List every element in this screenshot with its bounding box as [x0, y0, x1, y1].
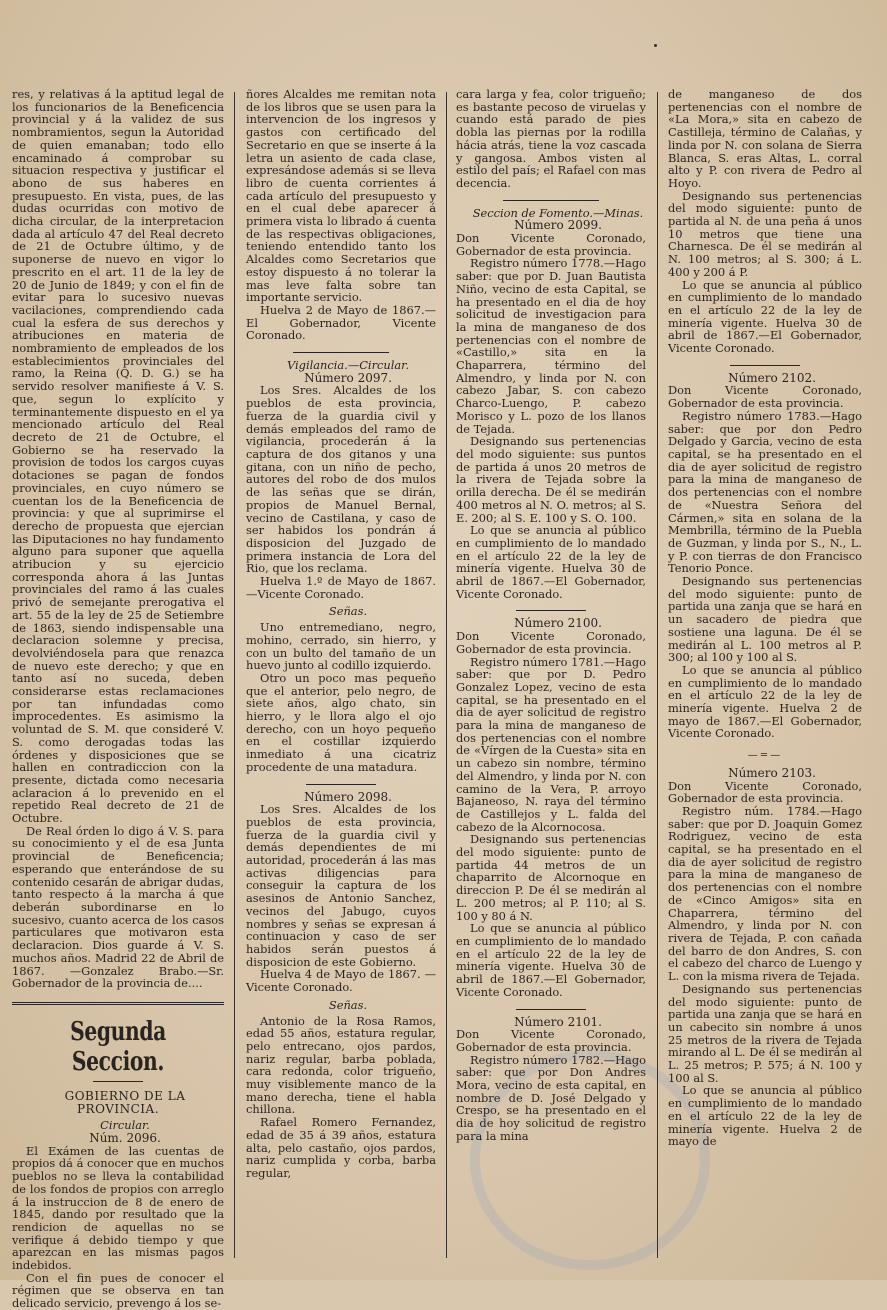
paragraph: Los Sres. Alcaldes de los pueblos de esta provincia, fuerza de la guardia civil y demás empleados del ramo de vigilancia, procederán á la captura de dos gitanos y una gitana, con un niño de pecho, autores del robo de dos mulos de las señas que se dirán, propios de Manuel Bernal, vecino de Castilana, y caso de ser habidos los pondrán á disposicion del Juzgado de primera instancia de Lora del Rio, que los reclama. — [246, 383, 436, 576]
paragraph: Designando sus pertenencias del modo siguiente: punto de partida 44 metros de un chaparrito de Alcornoque en direccion P. De él se medirán al L. 200 metros; al P. 110; al S. 100 y 80 á N. — [456, 832, 646, 923]
paragraph: Registro número 1781.—Hago saber: que por D. Pedro Gonzalez Lopez, vecino de esta capital, se ha presentado en el dia de ayer solicitud de registro para la mina de manganeso de dos pertenencias con el nombre de «Vírgen de la Cuesta» sita en un cabezo sin nombre, término del Almendro, y linda por N. con camino de la Vera, P. arroyo Bajaneoso, N. raya del término de Castillejos y L. falda del cabezo de la Alcornocosa. — [456, 654, 646, 834]
divider — [516, 1009, 586, 1010]
column-3 — [456, 88, 646, 1266]
paragraph: Don Vicente Coronado, Gobernador de esta provincia. — [456, 231, 646, 258]
section-heading: Vigilancia.—Circular. — [287, 358, 409, 373]
paragraph: Rafael Romero Fernandez, edad de 35 á 39 años, estatura alta, pelo castaño, ojos pardos, nariz cumplida y corba, barba regular, — [246, 1115, 436, 1180]
number-heading: Número 2098. — [304, 789, 392, 804]
paragraph: Los Sres. Alcaldes de los pueblos de esta provincia, fuerza de la guardia civil y demás dependientes de mi autoridad, procederán á las mas activas diligencias para conseguir la captura de los asesinos de Antonio Sanchez, vecinos del Jabugo, cuyos nombres y señas se expresan á continuacion y caso de ser habidos serán puestos á disposicion de este Gobierno. — [246, 802, 436, 969]
paragraph: de manganeso de dos pertenencias con el nombre de «La Mora,» sita en cabezo de Castilleja, término de Calañas, y linda por N. con solana de Sierra Blanca, S. eras Altas, L. corral alto y P. con rivera de Pedro al Hoyo. — [668, 87, 862, 190]
number-heading: Número 2103. — [728, 765, 816, 780]
paragraph: ñores Alcaldes me remitan nota de los libros que se usen para la intervencion de los ingresos y gastos con certificado del Secretario en que se inserte á la letra un asiento de cada clase, expresándose además si se lleva libro de cuenta corrientes á cada artículo del presupuesto y en el cual debe aparecer á primera vista lo librado á cuenta de las respectivas obligaciones, teniendo entendido tanto los Alcaldes como Secretarios que estoy dispuesto á no tolerar la mas leve falta sobre tan importante servicio. — [246, 87, 436, 305]
paragraph: Huelva 1.º de Mayo de 1867. —Vicente Coronado. — [246, 574, 436, 601]
senas-heading: Señas. — [328, 604, 368, 619]
paragraph: Designando sus pertenencias del modo siguiente: punto de partida al N. de una peña á unos 10 metros que tiene una Charnesca. De él se medirán al N. 100 metros; al S. 300; á L. 400 y 200 á P. — [668, 188, 862, 279]
paragraph: Lo que se anuncia al público en cumplimiento de lo mandado en el artículo 22 de la ley de minería vigente. Huelva 30 de abril de 1867.—El Gobernador, Vicente Coronado. — [668, 277, 862, 356]
paragraph: Registro número 1778.—Hago saber: que por D. Juan Bautista Niño, vecino de esta Capital, se ha presentado en el dia de hoy solicitud de investigacion para la mina de manganeso de dos pertenencias con el nombre de «Castillo,» sita en la Chaparrera, término del Almendro, y linda por N. con cabezo Jabar, S. con cabezo Charco-Luengo, P. cabezo Morisco y L. pozo de los llanos de Tejada. — [456, 256, 646, 436]
column-rule-3 — [657, 92, 658, 1258]
paragraph: cara larga y fea, color trigueño; es bastante pecoso de viruelas y cuando está parado de pies dobla las piernas por la rodilla hácia atrás, tiene la voz cascada y gangosa. Ambos visten al estilo del país; el Rafael con mas decencia. — [456, 87, 646, 190]
paragraph: Otro un poco mas pequeño que el anterior, pelo negro, de siete años, algo chato, sin hierro, y le llora algo el ojo derecho, con un hoyo pequeño en el costillar izquierdo inmediato á una cicatriz procedente de una matadura. — [246, 670, 436, 774]
paragraph: Lo que se anuncia al público en cumplimiento de lo mandado en el artículo 22 de la ley de minería vigente. Huelva 2 de mayo de — [668, 1083, 862, 1149]
number-heading: Número 2099. — [514, 218, 602, 233]
number-heading: Número 2100. — [514, 616, 602, 631]
number-heading: Número 2101. — [514, 1014, 602, 1029]
column-1 — [12, 87, 224, 1310]
paragraph: Designando sus pertenencias del modo siguiente: punto de partida una zanja que se hará en un sacadero de piedra que sostiene una laguna. De él se medirán al L. 100 metros al P. 300; al 100 y 100 al S. — [668, 574, 862, 665]
divider — [293, 352, 389, 353]
paragraph: Designando sus pertenencias del modo siguiente: punto de partida una zanja que se hará en un cabecito sin nombre á unos 25 metros de la rivera de Tejada mirando al L. De él se medirán al L. 25 metros; P. 575; á N. 100 y 100 al S. — [668, 981, 862, 1085]
column-2 — [246, 88, 436, 1266]
paragraph: Con el fin pues de conocer el régimen que se observa en tan delicado servicio, prevengo á los se- — [12, 1270, 224, 1310]
paragraph: Designando sus pertenencias del modo siguiente: sus puntos de partida á unos 20 metros de la rivera de Tejada sobre la orilla derecha. De él se medirán 400 metros al N. O. metros; al S. E. 200; al S. E. 100 y S. O. 100. — [456, 434, 646, 525]
divider — [503, 200, 599, 201]
section-heading: Seccion de Fomento.—Minas. — [472, 205, 644, 220]
ink-dot — [654, 44, 657, 47]
divider — [516, 610, 586, 611]
divider — [93, 1081, 143, 1082]
paragraph: Registro número 1783.—Hago saber: que por don Pedro Delgado y Garcia, vecino de esta capital, se ha presentado en el dia de ayer solicitud de registro para la mina de manganeso de dos pertenencias con el nombre de «Nuestra Señora del Cármen,» sita en solana de la Membrilla, término de la Puebla de Guzman, y linda por S., N., L. y P. con tierras de don Francisco Tenorio Ponce. — [668, 408, 862, 576]
paragraph: Lo que se anuncia al público en cumplimiento de lo mandado en el artículo 22 de la ley de minería vigente. Huelva 2 de mayo de 1867.—El Gobernador, Vicente Coronado. — [668, 662, 862, 741]
section-divider — [12, 1002, 224, 1005]
paragraph: Huelva 4 de Mayo de 1867. —Vicente Coronado. — [246, 967, 436, 995]
paragraph: Don Vicente Coronado, Gobernador de esta provincia. — [668, 383, 862, 411]
paragraph: Lo que se anuncia al público en cumplimiento de lo mandado en el artículo 22 de la ley de minería vigente. Huelva 30 de abril de 1867.—El Gobernador, Vicente Coronado. — [456, 921, 646, 999]
divider — [306, 784, 376, 785]
paragraph: Registro número 1782.—Hago saber: que por Don Andres Mora, vecino de esta capital, en nombre de D. José Delgado y Crespo, se ha presentado en el dia de hoy solicitud de registro para la mina — [456, 1052, 646, 1143]
paragraph: Don Vicente Coronado, Gobernador de esta provincia. — [668, 778, 862, 806]
paragraph: Registro núm. 1784.—Hago saber: que por D. Joaquin Gomez Rodriguez, vecino de esta capital, se ha presentado en el dia de ayer solicitud de registro para la mina de manganeso de dos pertenencias con el nombre de «Cinco Amigos» sita en Chaparrera, término del Almendro, y linda por N. con rivera de Tejada, P. con cañada del barro de don Andres, S. con el cabezo del charco de Luengo y L. con la misma rivera de Tejada. — [668, 803, 862, 984]
paragraph: De Real órden lo digo á V. S. para su conocimiento y el de esa Junta provincial de Beneficencia; esperando que enterándose de su contenido cesarán de abrigar dudas, tanto respecto á la marcha á que deberán subordinarse en lo sucesivo, cuanto acerca de los casos particulares que motivaron esta declaracion. Dios guarde á V. S. muchos años. Madrid 22 de Abril de 1867. —Gonzalez Brabo.—Sr. Gobernador de la provincia de.... — [12, 823, 224, 991]
circular-heading: Circular. — [100, 1118, 150, 1133]
senas-heading: Señas. — [328, 997, 368, 1012]
divider — [730, 365, 800, 366]
section-title: Segunda Seccion. — [70, 1016, 166, 1077]
paragraph: Huelva 2 de Mayo de 1867.—El Gobernador, Vicente Coronado. — [246, 302, 436, 343]
paragraph: Uno entremediano, negro, mohino, cerrado, sin hierro, y con un bulto del tamaño de un huevo junto al codillo izquierdo. — [246, 620, 436, 673]
paragraph: Antonio de la Rosa Ramos, edad 55 años, estatura regular, pelo entrecano, ojos pardos, nariz regular, barba poblada, cara redonda, color trigueño, muy visiblemente manco de la mano derecha, tiene el habla chillona. — [246, 1013, 436, 1117]
column-rule-2 — [446, 92, 447, 1258]
number-heading: Núm. 2096. — [89, 1131, 161, 1146]
paragraph: Lo que se anuncia al público en cumplimiento de lo mandado en el artículo 22 de la ley de minería vigente. Huelva 30 de abril de 1867.—El Gobernador, Vicente Coronado. — [456, 523, 646, 601]
paragraph: Don Vicente Coronado, Gobernador de esta provincia. — [456, 629, 646, 656]
paragraph: res, y relativas á la aptitud legal de los funcionarios de la Beneficencia provincial y á la validez de sus nombramientos, segun la Autoridad de quien emanaban; todo ello encaminado á comprobar su situacion respectiva y justificar el abono de sus haberes en presupuesto. En vista, pues, de las dudas ocurridas con motivo de dicha circular, de la interpretacion dada al artículo 47 del Real decreto de 21 de Octubre último, y de suponerse de nuevo en vigor lo prescrito en el art. 11 de la ley de 20 de Junio de 1849; y con el fin de evitar para lo sucesivo nuevas vacilaciones, comprendiendo cada cual la esfera de sus derechos y atribuciones en materia de nombramiento de empleados de los establecimientos provinciales del ramo, la Reina (Q. D. G.) se ha servido resolver manifieste á V. S. que, segun lo explícito y terminantemente dispuesto en el ya mencionado artículo del Real decreto de 21 de Octubre, el Gobierno se ha reservado la provision de todos los cargos cuyas dotaciones se pagan de fondos provinciales, en cuyo número se cuentan los de la Beneficencia de provincia: y que al suprimirse el derecho de propuesta que ejercian las Diputaciones no hay fundamento alguno para suponer que aquella atribucion y su ejercicio corresponda ahora á las Juntas provinciales del ramo á las cuales privó de semejante prerogativa el art. 55 de la ley de 25 de Setiembre de 1863, siendo indispensable una declaracion solemne y precisa, devolviéndosela para que renazca de nuevo este derecho; y que en tanto así no suceda, deben considerarse estas reclamaciones por tan infundadas como improcedentes. Es asimismo la voluntad de S. M. que consideré V. S. como derogadas todas las órdenes y disposiciones que se hallen en contradiccion con la presente, dictada como necesaria aclaracion á lo prevenido en el repetido Real decreto de 21 de Octubre. — [12, 87, 224, 826]
number-heading: Número 2102. — [728, 370, 816, 385]
paragraph: El Exámen de las cuentas de propios dá á conocer que en muchos pueblos no se lleva la contabilidad de los fondos de propios con arreglo á la instruccion de 8 de enero de 1845, dando por resultado que la rendicion de aquellas no se verifique á debido tiempo y que aparezcan en las mismas pagos indebidos. — [12, 1143, 224, 1273]
column-rule-1 — [234, 92, 235, 1258]
number-heading: Número 2097. — [304, 370, 392, 385]
ornament-divider: —=— — [747, 750, 783, 762]
gobierno-heading: GOBIERNO DE LA PROVINCIA. — [64, 1088, 186, 1116]
paragraph: Don Vicente Coronado, Gobernador de esta provincia. — [456, 1027, 646, 1054]
column-4 — [668, 88, 862, 1266]
